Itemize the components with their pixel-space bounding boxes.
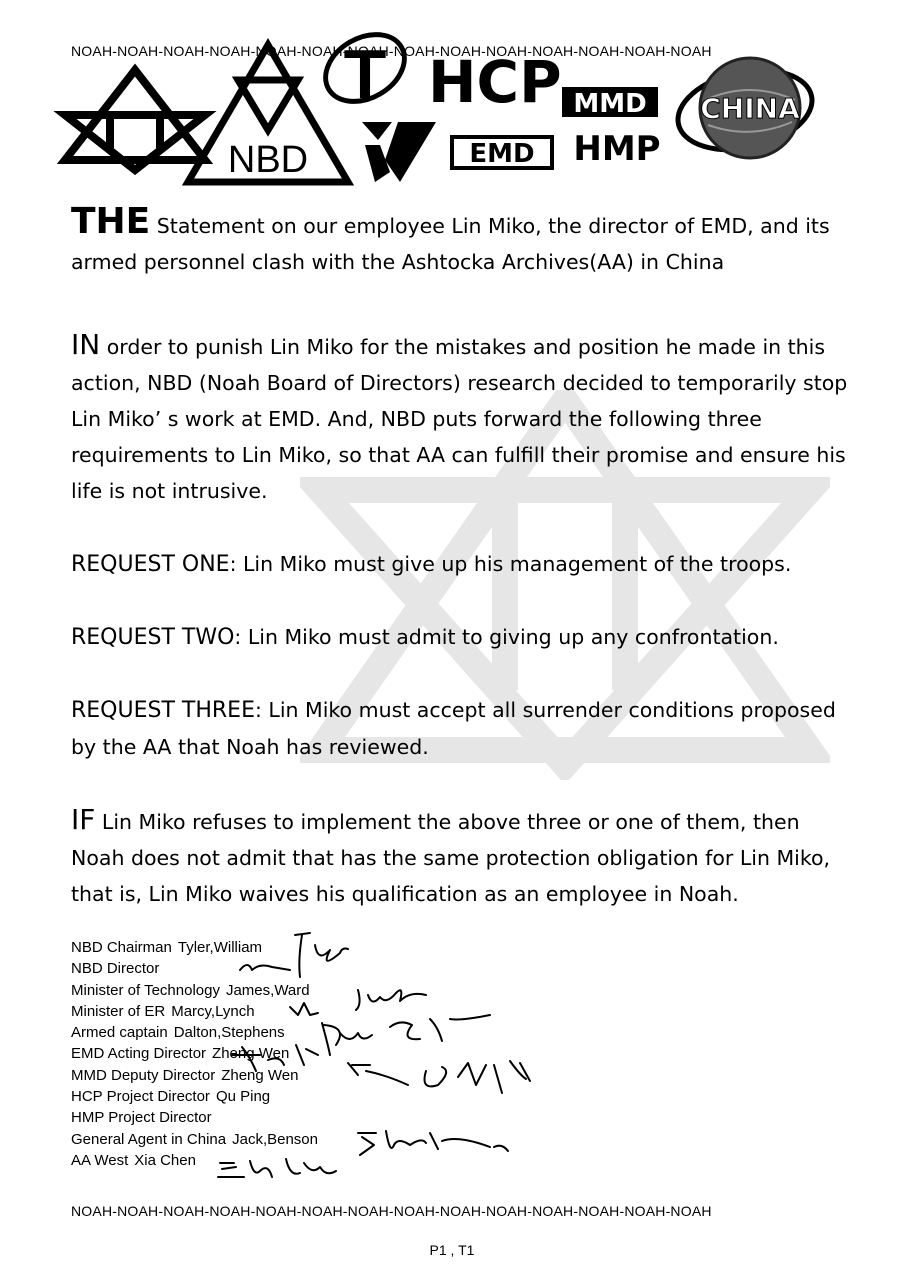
banner-bottom: NOAH-NOAH-NOAH-NOAH-NOAH-NOAH-NOAH-NOAH-NOAH-NOAH-NOAH-NOAH-NOAH-NOAH [71,1203,712,1219]
request-one-text: : Lin Miko must give up his management of the troops. [229,552,792,576]
order-lead: IN [71,328,101,361]
signatory-row: General Agent in China Jack,Benson [71,1130,318,1148]
statement-heading [71,201,851,280]
order-text: order to punish Lin Miko for the mistakes and position he made in this action, NBD (Noah Board of Directors) research decided to temporarily stop Lin Miko’ s work at EMD. And, NBD puts forward the following three requirements to Lin Miko, so that AA can fulfill their promise and ensure his life is not intrusive. [71,335,848,503]
hcp-logo [428,48,562,116]
signatory-row: HMP Project Director [71,1109,212,1127]
china-globe-logo [671,58,820,161]
chevron-logo [362,122,436,182]
mmd-logo [562,87,658,119]
svg-text:T: T [343,35,387,113]
request-two-text: : Lin Miko must admit to giving up any confrontation. [234,625,779,649]
svg-text:CHINA: CHINA [700,92,800,125]
svg-text:HCP: HCP [428,48,562,116]
emd-logo [452,137,552,169]
order-paragraph [71,327,851,509]
signatory-row: NBD Director [71,960,160,978]
signatory-row: MMD Deputy Director Zheng Wen [71,1066,299,1084]
banner-top: NOAH-NOAH-NOAH-NOAH-NOAH-NOAH-NOAH-NOAH-NOAH-NOAH-NOAH-NOAH-NOAH-NOAH [71,43,712,59]
request-three [71,692,851,765]
conclusion-lead: IF [71,803,96,836]
signatory-row: HCP Project Director Qu Ping [71,1088,271,1106]
conclusion-text: Lin Miko refuses to implement the above three or one of them, then Noah does not admit that has the same protection obligation for Lin Miko, that is, Lin Miko waives his qualification as an employee in Noah. [71,810,831,906]
hmp-logo [573,129,660,169]
signatory-row: Armed captain Dalton,Stephens [71,1024,285,1042]
request-two-label: REQUEST TWO [71,625,235,650]
signatory-row: EMD Acting Director Zheng Wen [71,1045,290,1063]
svg-text:NBD: NBD [227,139,309,181]
signatory-row: Minister of Technology James,Ward [71,981,310,999]
statement-text: Statement on our employee Lin Miko, the director of EMD, and its armed personnel clash with the Ashtocka Archives(AA) in China [71,214,830,274]
triangle-emblem-logo [65,70,205,170]
conclusion-paragraph [71,802,851,912]
signatory-row: Minister of ER Marcy,Lynch [71,1002,255,1020]
svg-text:MMD: MMD [573,89,647,119]
t-logo [314,21,417,115]
signatory-row: AA West Xia Chen [71,1151,196,1169]
svg-text:HMP: HMP [573,129,661,169]
page-number: P1 , T1 [429,1242,475,1258]
logo-row [0,0,904,200]
request-two [71,619,851,656]
svg-text:EMD: EMD [469,139,535,169]
request-three-text: : Lin Miko must accept all surrender conditions proposed by the AA that Noah has reviewed. [71,698,836,759]
request-one [71,546,851,583]
statement-lead: THE [71,201,151,242]
request-three-label: REQUEST THREE [71,698,255,723]
request-one-label: REQUEST ONE [71,552,230,577]
signatory-row: NBD Chairman Tyler,William [71,939,263,956]
handwritten-signatures [190,915,550,1205]
